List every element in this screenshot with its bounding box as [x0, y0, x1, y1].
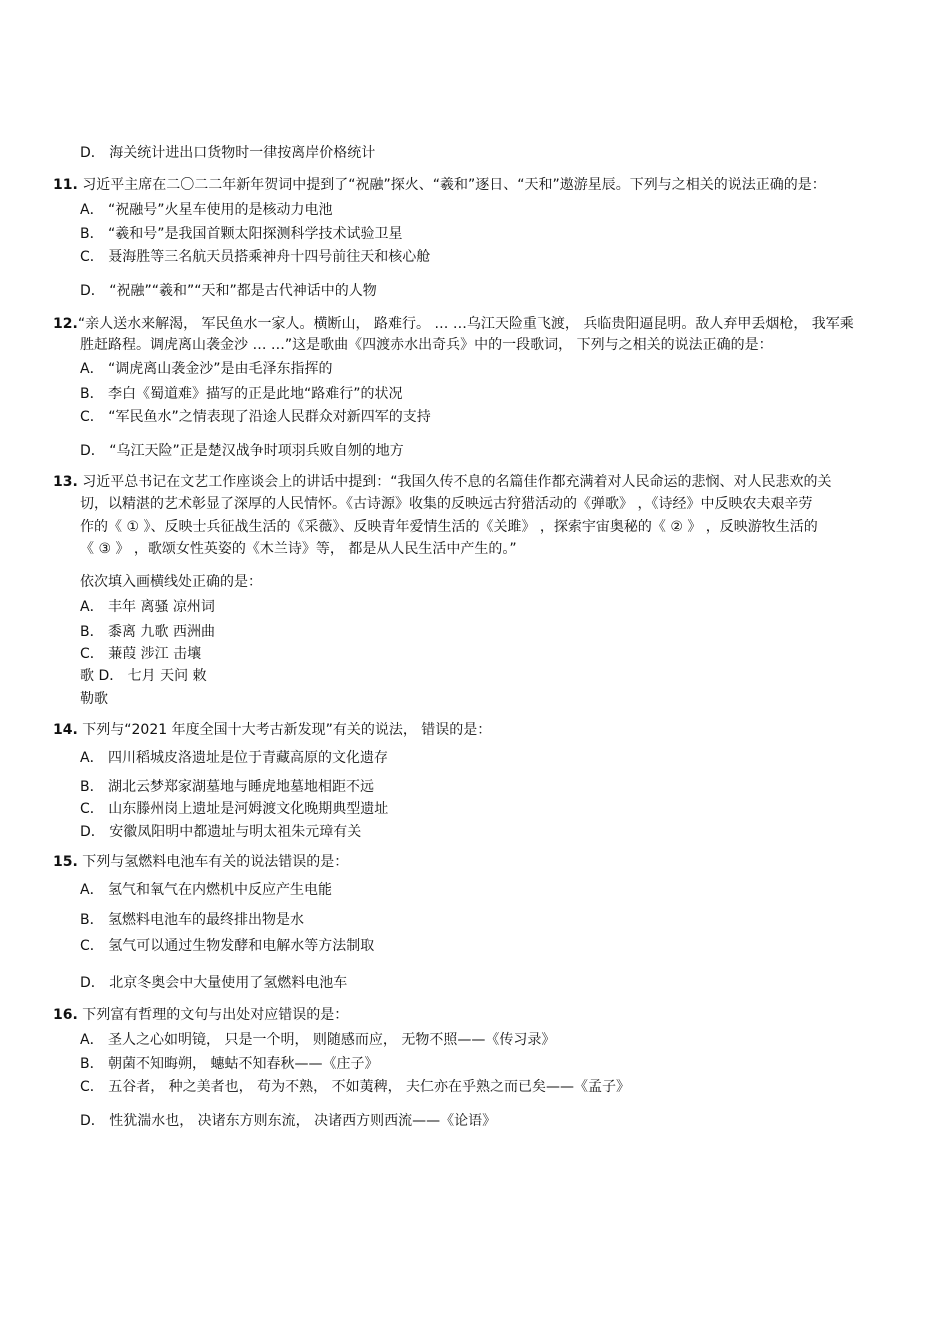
q14-option-a: A． 四川稻城皮洛遗址是位于青藏高原的文化遗存 — [80, 750, 389, 766]
q13-stem-line1 — [53, 473, 832, 491]
q15-stem — [53, 853, 348, 871]
q15-option-a: A． 氢气和氧气在内燃机中反应产生电能 — [80, 882, 333, 898]
q13-option-d-line2: 勒歌 — [80, 691, 108, 707]
q12-option-c: C． “军民鱼水”之情表现了沿途人民群众对新四军的支持 — [80, 409, 431, 425]
q14-option-b: B． 湖北云梦郑家湖墓地与睡虎地墓地相距不远 — [80, 779, 375, 795]
q11-option-d: D． “祝融”“羲和”“天和”都是古代神话中的人物 — [80, 283, 377, 299]
q13-number: 13. — [53, 474, 78, 490]
q16-option-b: B． 朝菌不知晦朔， 蟪蛄不知春秋——《庄子》 — [80, 1056, 379, 1072]
q12-stem-line1 — [53, 315, 854, 333]
q13-prompt: 依次填入画横线处正确的是： — [80, 574, 262, 590]
q12-option-b: B． 李白《蜀道难》描写的正是此地“路难行”的状况 — [80, 386, 403, 402]
q12-stem-text1: “亲人送水来解渴， 军民鱼水一家人。横断山， 路难行。 … …乌江天险重飞渡， 兵临贵阳逼昆明。敌人弃甲丢烟枪， 我军乘 — [77, 316, 854, 332]
q14-stem-text: 下列与“2021 年度全国十大考古新发现”有关的说法， 错误的是： — [82, 722, 492, 738]
q15-option-c: C． 氢气可以通过生物发酵和电解水等方法制取 — [80, 938, 375, 954]
q12-option-d: D． “乌江天险”正是楚汉战争时项羽兵败自刎的地方 — [80, 443, 404, 459]
q14-option-c: C． 山东滕州岗上遗址是河姆渡文化晚期典型遗址 — [80, 801, 389, 817]
q16-option-c: C． 五谷者， 种之美者也， 苟为不熟， 不如荑稗， 夫仁亦在乎熟之而已矣——《孟子》 — [80, 1079, 631, 1095]
q11-stem — [53, 176, 826, 194]
q16-stem-text: 下列富有哲理的文句与出处对应错误的是： — [82, 1007, 349, 1023]
q11-option-a: A． “祝融号”火星车使用的是核动力电池 — [80, 202, 333, 218]
q16-stem — [53, 1006, 348, 1024]
q11-option-b: B． “羲和号”是我国首颗太阳探测科学技术试验卫星 — [80, 226, 403, 242]
q10-option-d: D． 海关统计进出口货物时一律按离岸价格统计 — [80, 145, 376, 161]
q12-option-a: A． “调虎离山袭金沙”是由毛泽东指挥的 — [80, 361, 333, 377]
q13-option-d-line1: 歌 D． 七月 天问 敕 — [80, 668, 207, 684]
q13-stem-text1: 习近平总书记在文艺工作座谈会上的讲话中提到：“我国久传不息的名篇佳作都充满着对人民命运的悲悯、对人民悲欢的关 — [82, 474, 832, 490]
q13-option-b: B． 黍离 九歌 西洲曲 — [80, 624, 215, 640]
q16-option-d: D． 性犹湍水也， 决诸东方则东流， 决诸西方则西流——《论语》 — [80, 1113, 497, 1129]
q15-number: 15. — [53, 854, 78, 870]
q13-stem-line2: 切，以精湛的艺术彰显了深厚的人民情怀。《古诗源》收集的反映远古狩猎活动的《弹歌》 ，《诗经》中反映农夫艰辛劳 — [80, 496, 813, 512]
q11-option-c: C． 聂海胜等三名航天员搭乘神舟十四号前往天和核心舱 — [80, 249, 431, 265]
q12-stem-line2: 胜赶路程。调虎离山袭金沙 … …”这是歌曲《四渡赤水出奇兵》中的一段歌词， 下列与之相关的说法正确的是： — [80, 337, 773, 353]
q15-stem-text: 下列与氢燃料电池车有关的说法错误的是： — [82, 854, 349, 870]
q13-option-a: A． 丰年 离骚 凉州词 — [80, 599, 215, 615]
q15-option-d: D． 北京冬奥会中大量使用了氢燃料电池车 — [80, 975, 348, 991]
q11-number: 11. — [53, 177, 78, 193]
q11-stem-text: 习近平主席在二〇二二年新年贺词中提到了“祝融”探火、“羲和”逐日、“天和”遨游星辰。下列与之相关的说法正确的是： — [82, 177, 826, 193]
q13-stem-line3: 作的《 ① 》、反映士兵征战生活的《采薇》、反映青年爱情生活的《关雎》 ，探索宇宙奥秘的《 ② 》 ，反映游牧生活的 — [80, 519, 818, 535]
q12-number: 12. — [53, 316, 78, 332]
q13-option-c: C． 蒹葭 涉江 击壤 — [80, 646, 202, 662]
q13-stem-line4: 《 ③ 》 ，歌颂女性英姿的《木兰诗》等， 都是从人民生活中产生的。” — [80, 541, 517, 557]
q15-option-b: B． 氢燃料电池车的最终排出物是水 — [80, 912, 305, 928]
q14-option-d: D． 安徽凤阳明中都遗址与明太祖朱元璋有关 — [80, 824, 362, 840]
q14-stem — [53, 721, 491, 739]
q16-option-a: A． 圣人之心如明镜， 只是一个明， 则随感而应， 无物不照——《传习录》 — [80, 1032, 556, 1048]
q16-number: 16. — [53, 1007, 78, 1023]
q14-number: 14. — [53, 722, 78, 738]
